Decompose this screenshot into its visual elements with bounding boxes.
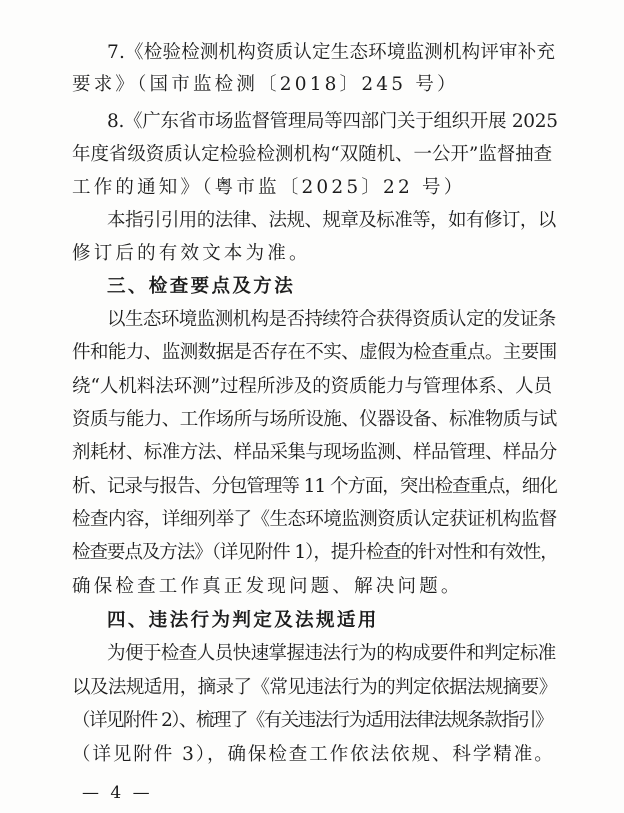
reference-item-8-line-1: 8.《广东省市场监督管理局等四部门关于组织开展 2025 xyxy=(107,111,558,132)
section-3-paragraph-line-5: 剂耗材、标准方法、样品采集与现场监测、样品管理、样品分 xyxy=(72,442,557,463)
page-number: — 4 — xyxy=(82,783,153,803)
note-paragraph-line-1: 本指引引用的法律、法规、规章及标准等，如有修订，以 xyxy=(107,210,556,231)
section-4-paragraph-line-2: 以及法规适用，摘录了《常见违法行为的判定依据法规摘要》 xyxy=(72,677,557,698)
reference-item-8-line-2: 年度省级资质认定检验检测机构“双随机、一公开”监督抽查 xyxy=(72,144,553,165)
reference-item-7-line-2: 要求》（国市监检测〔2018〕245 号） xyxy=(72,74,459,95)
section-3-paragraph-line-3: 绕“人机料法环测”过程所涉及的资质能力与管理体系、人员 xyxy=(72,376,553,397)
section-3-paragraph-line-1: 以生态环境监测机构是否持续符合获得资质认定的发证条 xyxy=(107,309,556,330)
section-4-paragraph-line-1: 为便于检查人员快速掌握违法行为的构成要件和判定标准 xyxy=(107,643,556,664)
reference-item-8-line-3: 工作的通知》（粤市监〔2025〕22 号） xyxy=(72,177,466,198)
section-4-paragraph-line-3: （详见附件 2）、梳理了《有关违法行为适用法律法规条款指引》 xyxy=(72,710,552,731)
reference-item-7-line-1: 7.《检验检测机构资质认定生态环境监测机构评审补充 xyxy=(107,42,556,63)
section-heading-3: 三、检查要点及方法 xyxy=(107,276,296,297)
section-3-paragraph-line-9: 确保检查工作真正发现问题、解决问题。 xyxy=(72,576,463,597)
section-3-paragraph-line-7: 检查内容，详细列举了《生态环境监测资质认定获证机构监督 xyxy=(72,509,557,530)
section-3-paragraph-line-8: 检查要点及方法》（详见附件 1），提升检查的针对性和有效性， xyxy=(72,542,558,563)
note-paragraph-line-2: 修订后的有效文本为准。 xyxy=(72,243,311,264)
section-4-paragraph-line-4: （详见附件 3），确保检查工作依法依规、科学精准。 xyxy=(72,744,555,765)
section-3-paragraph-line-4: 资质与能力、工作场所与场所设施、仪器设备、标准物质与试 xyxy=(72,409,557,430)
section-3-paragraph-line-2: 件和能力、监测数据是否存在不实、虚假为检查重点。主要围 xyxy=(72,342,557,363)
section-3-paragraph-line-6: 析、记录与报告、分包管理等 11 个方面，突出检查重点，细化 xyxy=(72,476,557,497)
section-heading-4: 四、违法行为判定及法规适用 xyxy=(107,610,379,631)
